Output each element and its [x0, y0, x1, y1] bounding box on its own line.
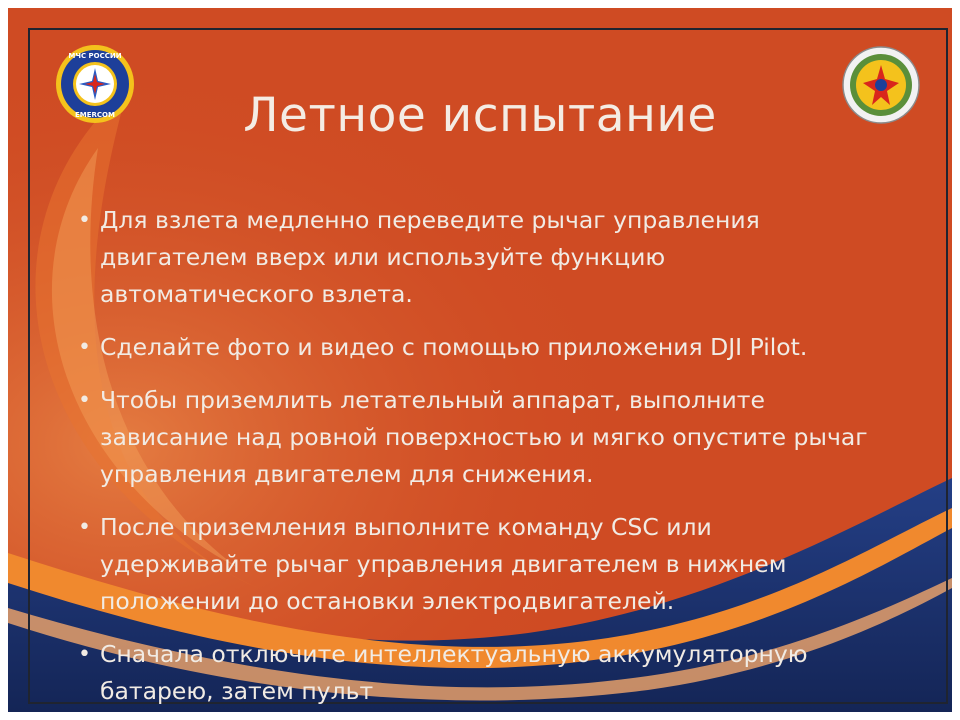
slide-title: Летное испытание — [243, 88, 717, 143]
slide — [8, 8, 952, 712]
bullet-dot-icon: • — [78, 642, 91, 667]
bullet-dot-icon: • — [78, 208, 91, 233]
bullet-item — [78, 636, 878, 710]
svg-text:EMERCOM: EMERCOM — [75, 111, 115, 119]
bullet-text: Сначала отключите интеллектуальную аккумуляторную батарею, затем пульт — [100, 640, 808, 705]
bullet-dot-icon: • — [78, 388, 91, 413]
bullet-item — [78, 509, 878, 620]
bullet-text: Сделайте фото и видео с помощью приложения DJI Pilot. — [100, 333, 808, 361]
svg-text:МЧС РОССИИ: МЧС РОССИИ — [68, 52, 122, 60]
bullet-item — [78, 202, 878, 313]
bullet-list — [78, 202, 878, 712]
bullet-text: Чтобы приземлить летательный аппарат, выполните зависание над ровной поверхностью и мягко опустите рычаг управления двигателем для снижения. — [100, 386, 868, 488]
bullet-text: Для взлета медленно переведите рычаг управления двигателем вверх или используйте функцию автоматического взлета. — [100, 206, 760, 308]
bullet-dot-icon: • — [78, 335, 91, 360]
bullet-dot-icon: • — [78, 515, 91, 540]
bullet-item — [78, 329, 878, 366]
bullet-text: После приземления выполните команду CSC или удерживайте рычаг управления двигателем в нижнем положении до остановки электродвигателей. — [100, 513, 787, 615]
bullet-item — [78, 382, 878, 493]
